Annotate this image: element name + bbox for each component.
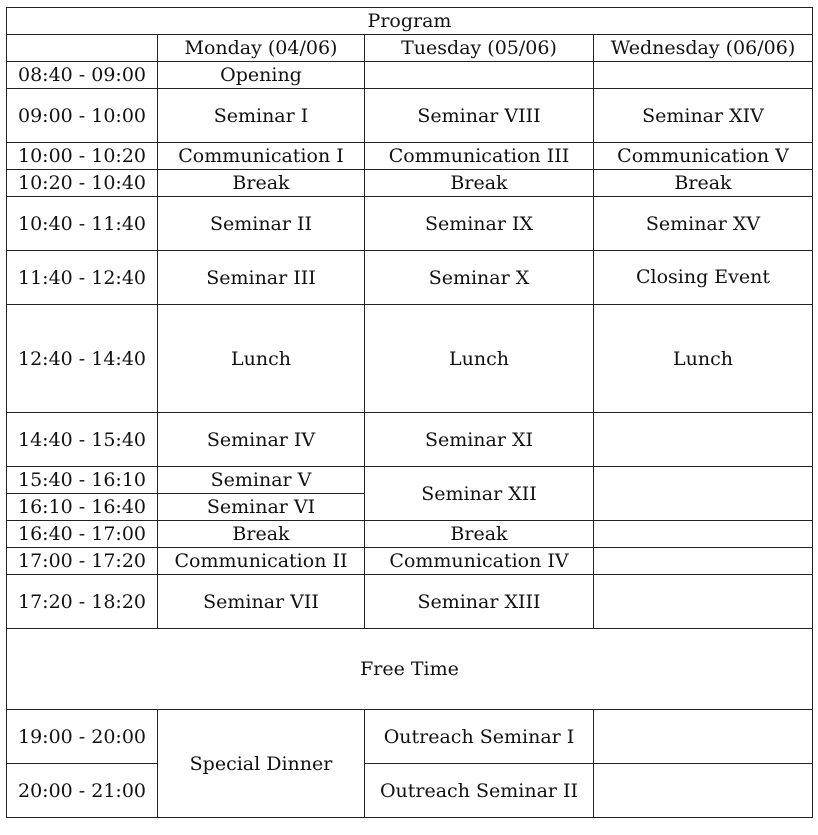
session-cell: Seminar XII [365,467,594,521]
session-cell: Break [594,170,813,197]
session-cell: Seminar IX [365,197,594,251]
session-cell: Communication V [594,143,813,170]
session-cell [594,710,813,764]
session-cell: Communication II [158,548,365,575]
session-cell [365,62,594,89]
table-row [7,35,813,62]
session-cell: Seminar III [158,251,365,305]
time-cell: 14:40 - 15:40 [7,413,158,467]
session-cell [594,764,813,818]
session-cell: Seminar IV [158,413,365,467]
session-cell: Lunch [594,305,813,413]
time-cell: 08:40 - 09:00 [7,62,158,89]
time-cell: 10:20 - 10:40 [7,170,158,197]
time-cell: 16:10 - 16:40 [7,494,158,521]
time-header-cell [7,35,158,62]
session-cell [594,62,813,89]
session-cell [594,548,813,575]
session-cell: Break [365,170,594,197]
free-time-cell: Free Time [7,629,813,710]
session-cell: Seminar XI [365,413,594,467]
table-row [7,62,813,89]
table-row [7,629,813,710]
table-row [7,305,813,413]
session-cell: Special Dinner [158,710,365,818]
session-cell: Break [158,521,365,548]
session-cell: Seminar XIV [594,89,813,143]
time-cell: 17:20 - 18:20 [7,575,158,629]
session-cell [594,521,813,548]
session-cell: Closing Event [594,251,813,305]
time-cell: 10:40 - 11:40 [7,197,158,251]
session-cell: Seminar VII [158,575,365,629]
session-cell: Seminar I [158,89,365,143]
table-row [7,8,813,35]
table-row [7,710,813,764]
time-cell: 17:00 - 17:20 [7,548,158,575]
session-cell: Break [365,521,594,548]
session-cell: Outreach Seminar I [365,710,594,764]
table-row [7,197,813,251]
session-cell: Outreach Seminar II [365,764,594,818]
session-cell: Communication I [158,143,365,170]
time-cell: 12:40 - 14:40 [7,305,158,413]
session-cell: Lunch [158,305,365,413]
session-cell [594,413,813,467]
table-row [7,548,813,575]
table-row [7,764,813,818]
day-header-wednesday: Wednesday (06/06) [594,35,813,62]
time-cell: 09:00 - 10:00 [7,89,158,143]
table-row [7,521,813,548]
time-cell: 19:00 - 20:00 [7,710,158,764]
table-row [7,467,813,494]
session-cell: Seminar VI [158,494,365,521]
time-cell: 16:40 - 17:00 [7,521,158,548]
program-table [6,7,813,818]
session-cell [594,575,813,629]
session-cell: Break [158,170,365,197]
session-cell [594,467,813,521]
session-cell: Seminar X [365,251,594,305]
session-cell: Seminar XIII [365,575,594,629]
time-cell: 10:00 - 10:20 [7,143,158,170]
table-row [7,143,813,170]
session-cell: Seminar VIII [365,89,594,143]
session-cell: Communication IV [365,548,594,575]
table-title: Program [7,8,813,35]
table-row [7,251,813,305]
table-row [7,170,813,197]
time-cell: 20:00 - 21:00 [7,764,158,818]
table-row [7,89,813,143]
time-cell: 15:40 - 16:10 [7,467,158,494]
session-cell: Opening [158,62,365,89]
session-cell: Seminar XV [594,197,813,251]
time-cell: 11:40 - 12:40 [7,251,158,305]
session-cell: Seminar II [158,197,365,251]
day-header-tuesday: Tuesday (05/06) [365,35,594,62]
session-cell: Seminar V [158,467,365,494]
day-header-monday: Monday (04/06) [158,35,365,62]
table-row [7,413,813,467]
session-cell: Communication III [365,143,594,170]
table-row [7,575,813,629]
session-cell: Lunch [365,305,594,413]
